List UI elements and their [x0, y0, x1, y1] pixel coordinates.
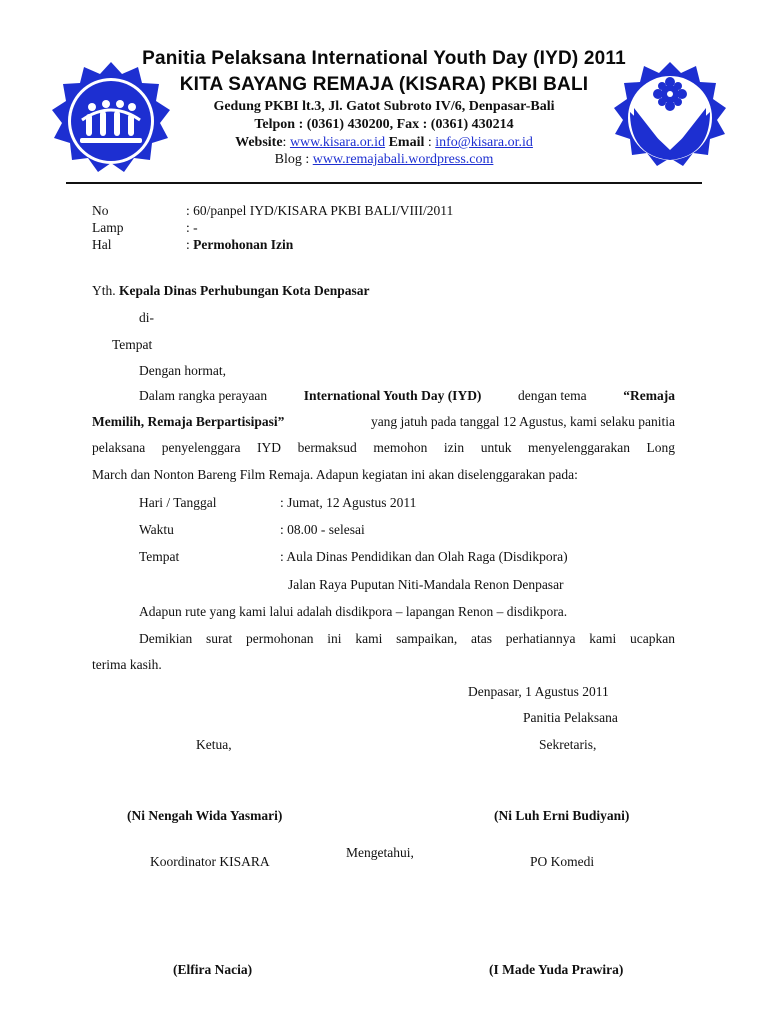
detail-time-value: : 08.00 - selesai	[280, 522, 365, 537]
detail-time-label: Waktu	[139, 522, 174, 537]
p1-theme-end: Memilih, Remaja Berpartisipasi”	[92, 414, 285, 429]
chair-name: (Ni Nengah Wida Yasmari)	[127, 808, 283, 823]
coordinator-title: Koordinator KISARA	[150, 854, 270, 869]
paragraph1-line1	[139, 388, 675, 404]
secretary-name: (Ni Luh Erni Budiyani)	[494, 808, 630, 823]
hal-subject: Permohonan Izin	[193, 237, 294, 252]
no-label: No	[92, 203, 109, 218]
route-text: Adapun rute yang kami lalui adalah disdikpora – lapangan Renon – disdikpora.	[139, 604, 568, 619]
website-label: Website	[235, 135, 283, 150]
acknowledged-label: Mengetahui,	[346, 845, 414, 860]
p1-text-b: dengan tema	[518, 388, 587, 403]
email-link[interactable]: info@kisara.or.id	[435, 135, 533, 150]
recipient-name: Kepala Dinas Perhubungan Kota Denpasar	[119, 283, 370, 298]
chair-title: Ketua,	[196, 737, 232, 752]
recipient	[92, 283, 370, 299]
paragraph1-line3: pelaksana penyelenggara IYD bermaksud memohon izin untuk menyelenggarakan Long	[92, 440, 675, 455]
website-link[interactable]: www.kisara.or.id	[289, 135, 386, 150]
po-name: (I Made Yuda Prawira)	[489, 962, 624, 977]
hal-value	[186, 237, 293, 253]
closing-line2: terima kasih.	[92, 657, 162, 672]
recipient-prefix: Yth.	[92, 283, 116, 298]
closing-line1: Demikian surat permohonan ini kami sampaikan, atas perhatiannya kami ucapkan	[139, 631, 675, 646]
greeting: Dengan hormat,	[139, 363, 226, 378]
phone-fax: Telpon : (0361) 430200, Fax : (0361) 430214	[254, 117, 514, 132]
blog-label: Blog :	[274, 152, 310, 167]
recipient-di: di-	[139, 310, 154, 325]
blog-link[interactable]: www.remajabali.wordpress.com	[312, 152, 494, 167]
detail-venue-value: : Aula Dinas Pendidikan dan Olah Raga (Disdikpora)	[280, 549, 568, 564]
detail-venue-line2: Jalan Raya Puputan Niti-Mandala Renon Denpasar	[288, 577, 564, 592]
org-name-line2: KITA SAYANG REMAJA (KISARA) PKBI BALI	[179, 74, 589, 95]
hal-colon: :	[186, 237, 190, 252]
web-email-line: Website: www.kisara.or.id Email : info@kisara.or.id	[235, 135, 533, 150]
po-title: PO Komedi	[530, 854, 595, 869]
p1-theme-start: “Remaja	[623, 388, 675, 403]
recipient-place: Tempat	[112, 337, 153, 352]
address: Gedung PKBI lt.3, Jl. Gatot Subroto IV/6, Denpasar-Bali	[213, 99, 555, 114]
lamp-label: Lamp	[92, 220, 124, 235]
no-value: : 60/panpel IYD/KISARA PKBI BALI/VIII/2011	[186, 203, 454, 218]
lamp-value: : -	[186, 220, 198, 235]
p1-text-a: Dalam rangka perayaan	[139, 388, 268, 403]
blog-line	[0, 152, 768, 168]
committee-label: Panitia Pelaksana	[523, 710, 618, 725]
p1-event: International Youth Day (IYD)	[303, 388, 482, 403]
org-name-line1: Panitia Pelaksana International Youth Day (IYD) 2011	[142, 48, 626, 69]
paragraph1-line2	[92, 414, 675, 430]
paragraph1-line4: March dan Nonton Bareng Film Remaja. Adapun kegiatan ini akan diselenggarakan pada:	[92, 467, 578, 482]
header-divider	[66, 182, 702, 184]
secretary-title: Sekretaris,	[539, 737, 597, 752]
detail-venue-label: Tempat	[139, 549, 180, 564]
p1-text-c: yang jatuh pada tanggal 12 Agustus, kami selaku panitia	[370, 414, 675, 429]
coordinator-name: (Elfira Nacia)	[173, 962, 253, 977]
place-date: Denpasar, 1 Agustus 2011	[468, 684, 609, 699]
detail-date-value: : Jumat, 12 Agustus 2011	[280, 495, 417, 510]
email-label: Email	[388, 135, 425, 150]
hal-label: Hal	[92, 237, 112, 252]
detail-date-label: Hari / Tanggal	[139, 495, 217, 510]
